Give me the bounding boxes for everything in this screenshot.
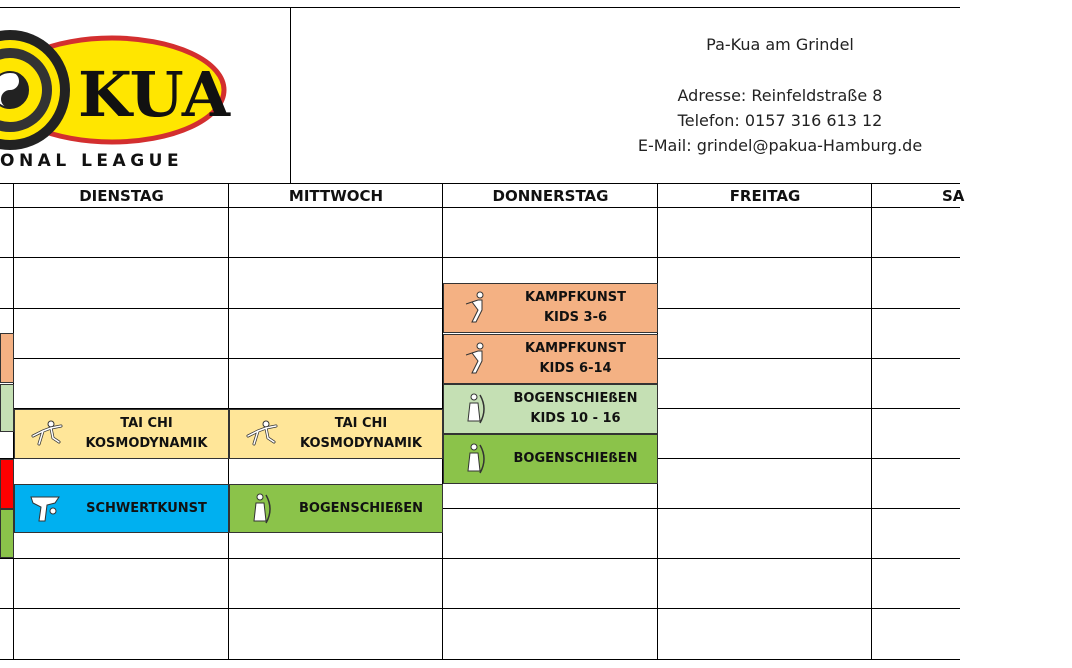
row-line xyxy=(0,558,960,559)
class-title: BOGENSCHIEßEN xyxy=(513,391,638,406)
logo-subtitle: ONAL LEAGUE xyxy=(0,151,184,171)
archer-icon xyxy=(458,441,494,477)
class-subtitle: KIDS 10 - 16 xyxy=(530,411,621,426)
studio-name: Pa-Kua am Grindel xyxy=(706,35,854,54)
studio-email[interactable]: E-Mail: grindel@pakua-Hamburg.de xyxy=(637,136,923,155)
archer-icon xyxy=(244,491,280,527)
monday-partial-bogen-kids xyxy=(0,384,14,432)
row-line xyxy=(0,608,960,609)
class-wednesday-taichi[interactable] xyxy=(229,409,443,459)
class-wednesday-bogenschiessen[interactable] xyxy=(229,484,443,533)
pakua-logo xyxy=(0,8,290,183)
studio-phone: Telefon: 0157 316 613 12 xyxy=(677,111,883,130)
kick-icon xyxy=(458,341,494,377)
row-line xyxy=(0,659,960,660)
class-tuesday-schwertkunst[interactable] xyxy=(14,484,229,533)
class-title: BOGENSCHIEßEN xyxy=(298,500,423,516)
tai-chi-icon xyxy=(29,416,65,452)
class-subtitle: KOSMODYNAMIK xyxy=(85,436,208,451)
day-header-wednesday: MITTWOCH xyxy=(288,187,384,205)
col-line xyxy=(871,183,872,660)
day-header-saturday: SA xyxy=(942,187,965,205)
day-header-thursday: DONNERSTAG xyxy=(492,187,609,205)
class-thursday-kampfkunst-6-14[interactable] xyxy=(443,334,658,384)
kick-icon xyxy=(458,290,494,326)
day-header-friday: FREITAG xyxy=(729,187,801,205)
class-thursday-bogenschiessen-kids[interactable] xyxy=(443,384,658,434)
monday-partial-bogen xyxy=(0,509,14,558)
monday-partial-kampfkunst xyxy=(0,333,14,383)
row-line xyxy=(0,257,960,258)
class-tuesday-taichi[interactable] xyxy=(14,409,229,459)
class-title: TAI CHI xyxy=(120,416,173,431)
class-subtitle: KOSMODYNAMIK xyxy=(300,436,422,451)
sword-icon xyxy=(29,491,65,527)
day-header-tuesday: DIENSTAG xyxy=(79,187,164,205)
tai-chi-icon xyxy=(244,416,280,452)
class-title: BOGENSCHIEßEN xyxy=(513,451,638,466)
archer-icon xyxy=(458,391,494,427)
head-line-top xyxy=(0,183,960,184)
class-thursday-bogenschiessen[interactable] xyxy=(443,434,658,484)
studio-address: Adresse: Reinfeldstraße 8 xyxy=(677,86,883,105)
class-subtitle: KIDS 6-14 xyxy=(539,361,612,376)
class-title: KAMPFKUNST xyxy=(525,290,626,305)
class-thursday-kampfkunst-3-6[interactable] xyxy=(443,283,658,333)
head-line-bottom xyxy=(0,207,960,208)
header-divider xyxy=(290,7,291,183)
logo-wordmark: KUA xyxy=(78,58,230,131)
class-subtitle: KIDS 3-6 xyxy=(543,310,608,325)
monday-partial-red xyxy=(0,459,14,509)
class-title: TAI CHI xyxy=(334,416,388,431)
class-title: KAMPFKUNST xyxy=(525,341,626,356)
class-title: SCHWERTKUNST xyxy=(86,500,207,516)
